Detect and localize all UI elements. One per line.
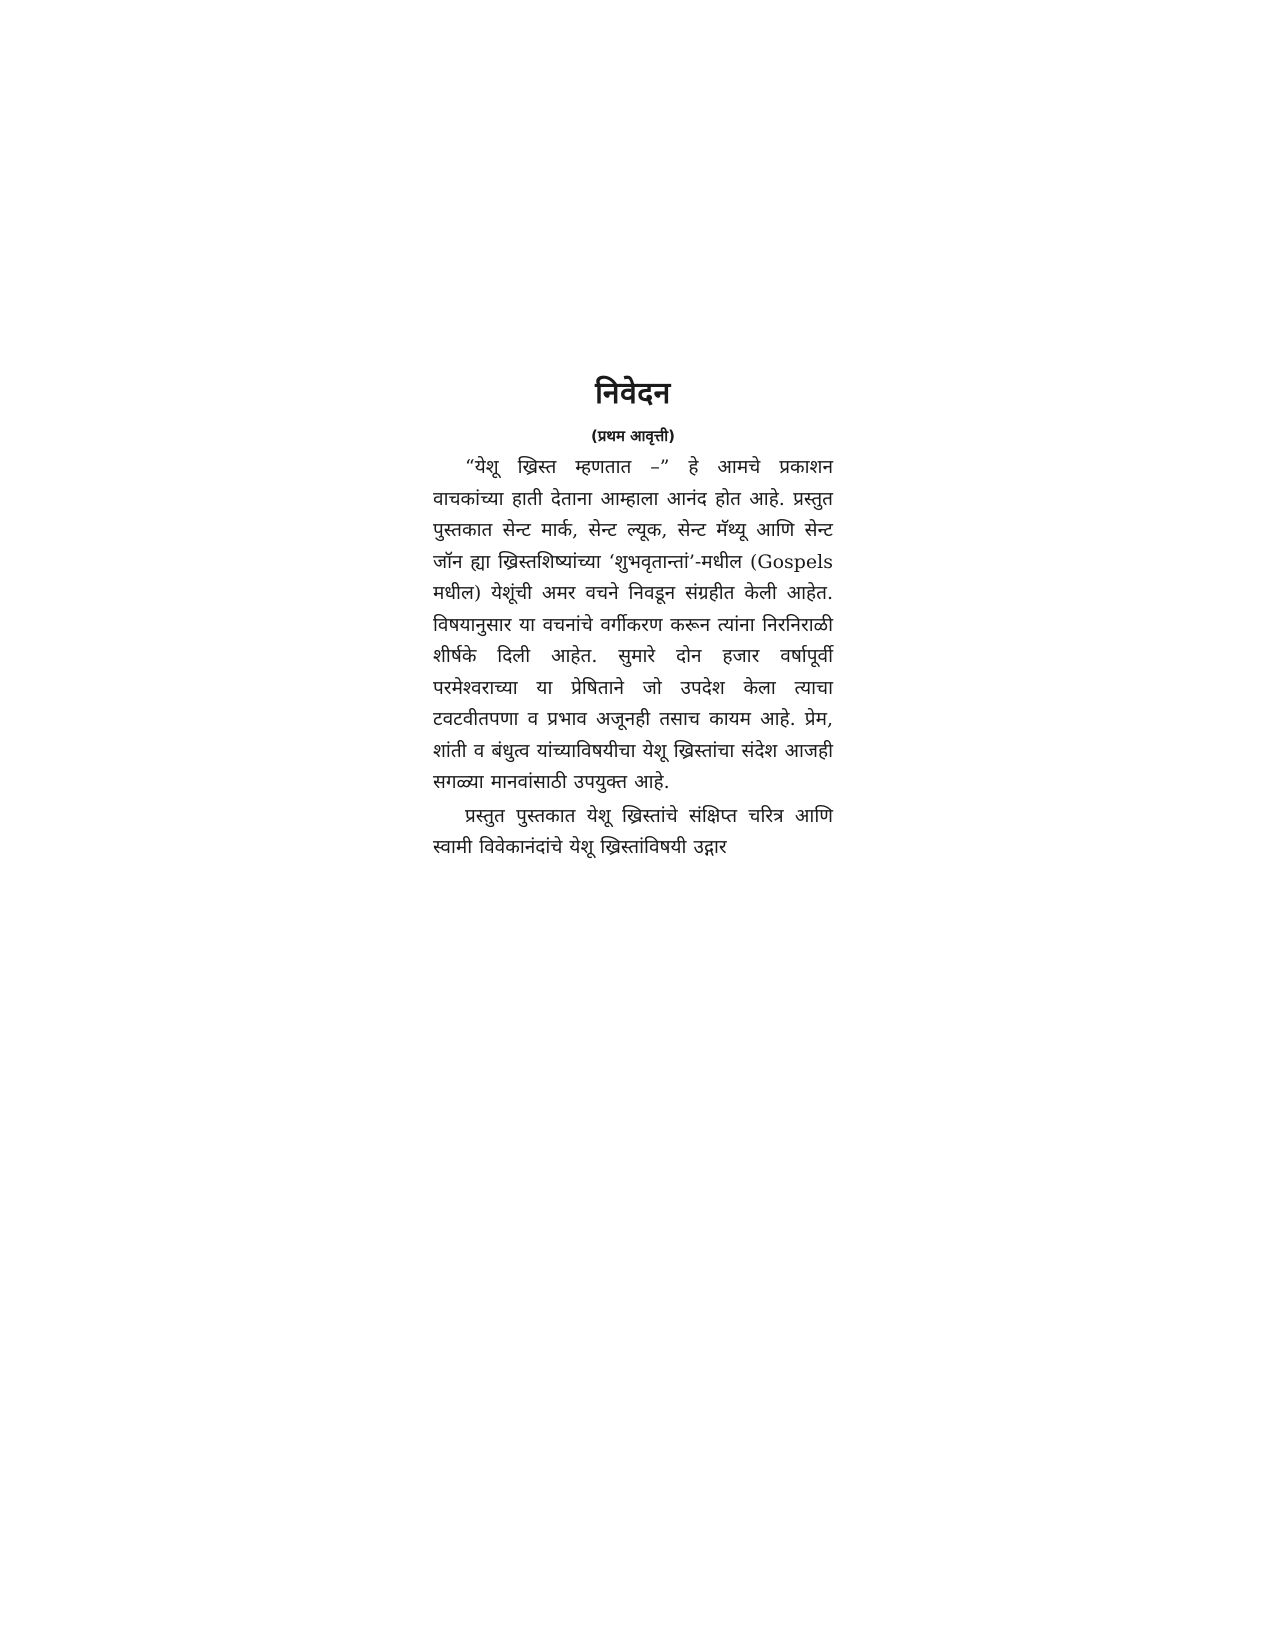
paragraph-2: प्रस्तुत पुस्तकात येशू ख्रिस्तांचे संक्षिप्त चरित्र आणि स्वामी विवेकानंदांचे येशू ख्रिस्तांविषयी उद्गार	[433, 804, 833, 858]
page-title: निवेदन	[595, 376, 671, 411]
edition-subtitle: (प्रथम आवृत्ती)	[591, 427, 675, 445]
paragraph-1: “येशू ख्रिस्त म्हणतात –” हे आमचे प्रकाशन वाचकांच्या हाती देताना आम्हाला आनंद होत आहे. प्रस्तुत पुस्तकात सेन्ट मार्क, सेन्ट ल्यूक, सेन्ट मॅथ्यू आणि सेन्ट जॉन ह्या ख्रिस्तशिष्यांच्या ‘शुभवृतान्तां’-मधील (Gospels मधील) येशूंची अमर वचने निवडून संग्रहीत केली आहेत. विषयानुसार या वचनांचे वर्गीकरण करून त्यांना निरनिराळी शीर्षके दिली आहेत. सुमारे दोन हजार वर्षापूर्वी परमेश्वराच्या या प्रेषिताने जो उपदेश केला त्याचा टवटवीतपणा व प्रभाव अजूनही तसाच कायम आहे. प्रेम, शांती व बंधुत्व यांच्याविषयीचा येशू ख्रिस्तांचा संदेश आजही सगळ्या मानवांसाठी उपयुक्त आहे.	[433, 456, 833, 793]
preface-section	[433, 370, 833, 864]
